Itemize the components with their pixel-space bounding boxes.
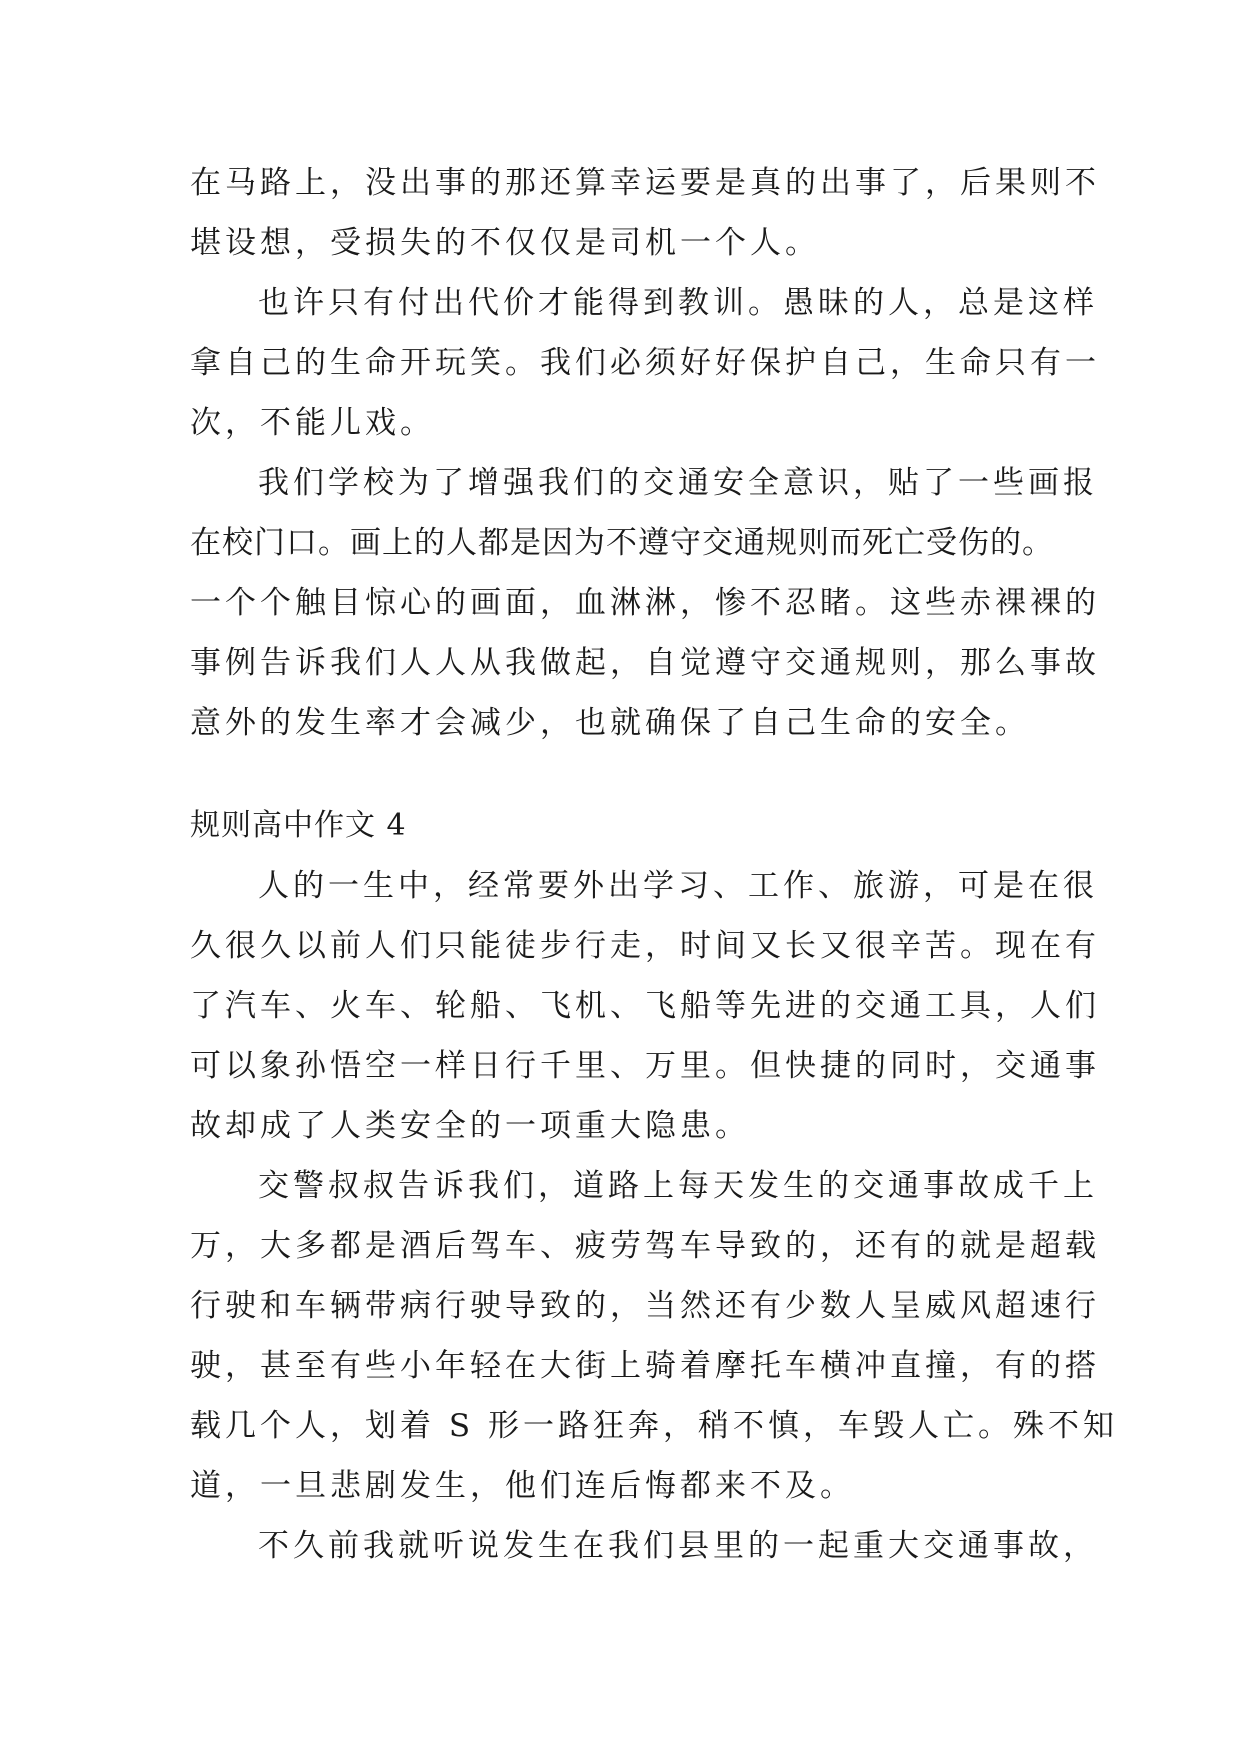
text-line: 堪设想，受损失的不仅仅是司机一个人。 bbox=[190, 225, 820, 261]
text-line: 我们学校为了增强我们的交通安全意识，贴了一些画报 bbox=[258, 465, 1098, 501]
text-line: 交警叔叔告诉我们，道路上每天发生的交通事故成千上 bbox=[258, 1168, 1098, 1204]
text-line: 载几个人，划着 S 形一路狂奔，稍不慎，车毁人亡。殊不知 bbox=[190, 1408, 1118, 1444]
text-line: 事例告诉我们人人从我做起，自觉遵守交通规则，那么事故 bbox=[190, 645, 1100, 681]
text-line: 了汽车、火车、轮船、飞机、飞船等先进的交通工具，人们 bbox=[190, 988, 1100, 1024]
text-line: 行驶和车辆带病行驶导致的，当然还有少数人呈威风超速行 bbox=[190, 1288, 1100, 1324]
text-line: 一个个触目惊心的画面，血淋淋，惨不忍睹。这些赤裸裸的 bbox=[190, 585, 1100, 621]
text-line: 驶，甚至有些小年轻在大街上骑着摩托车横冲直撞，有的搭 bbox=[190, 1348, 1100, 1384]
text-line: 道，一旦悲剧发生，他们连后悔都来不及。 bbox=[190, 1468, 855, 1504]
text-line: 意外的发生率才会减少，也就确保了自己生命的安全。 bbox=[190, 705, 1030, 741]
text-line: 在校门口。画上的人都是因为不遵守交通规则而死亡受伤的。 bbox=[190, 525, 1054, 561]
text-line: 万，大多都是酒后驾车、疲劳驾车导致的，还有的就是超载 bbox=[190, 1228, 1100, 1264]
text-line: 久很久以前人们只能徒步行走，时间又长又很辛苦。现在有 bbox=[190, 928, 1100, 964]
text-line: 故却成了人类安全的一项重大隐患。 bbox=[190, 1108, 750, 1144]
text-line: 可以象孙悟空一样日行千里、万里。但快捷的同时，交通事 bbox=[190, 1048, 1100, 1084]
text-line: 不久前我就听说发生在我们县里的一起重大交通事故， bbox=[258, 1528, 1098, 1564]
text-line: 人的一生中，经常要外出学习、工作、旅游，可是在很 bbox=[258, 868, 1098, 904]
text-line: 拿自己的生命开玩笑。我们必须好好保护自己，生命只有一 bbox=[190, 345, 1100, 381]
section-heading: 规则高中作文 4 bbox=[190, 808, 407, 843]
text-line: 也许只有付出代价才能得到教训。愚昧的人，总是这样 bbox=[258, 285, 1098, 321]
text-line: 在马路上，没出事的那还算幸运要是真的出事了，后果则不 bbox=[190, 165, 1100, 201]
text-line: 次，不能儿戏。 bbox=[190, 405, 435, 441]
